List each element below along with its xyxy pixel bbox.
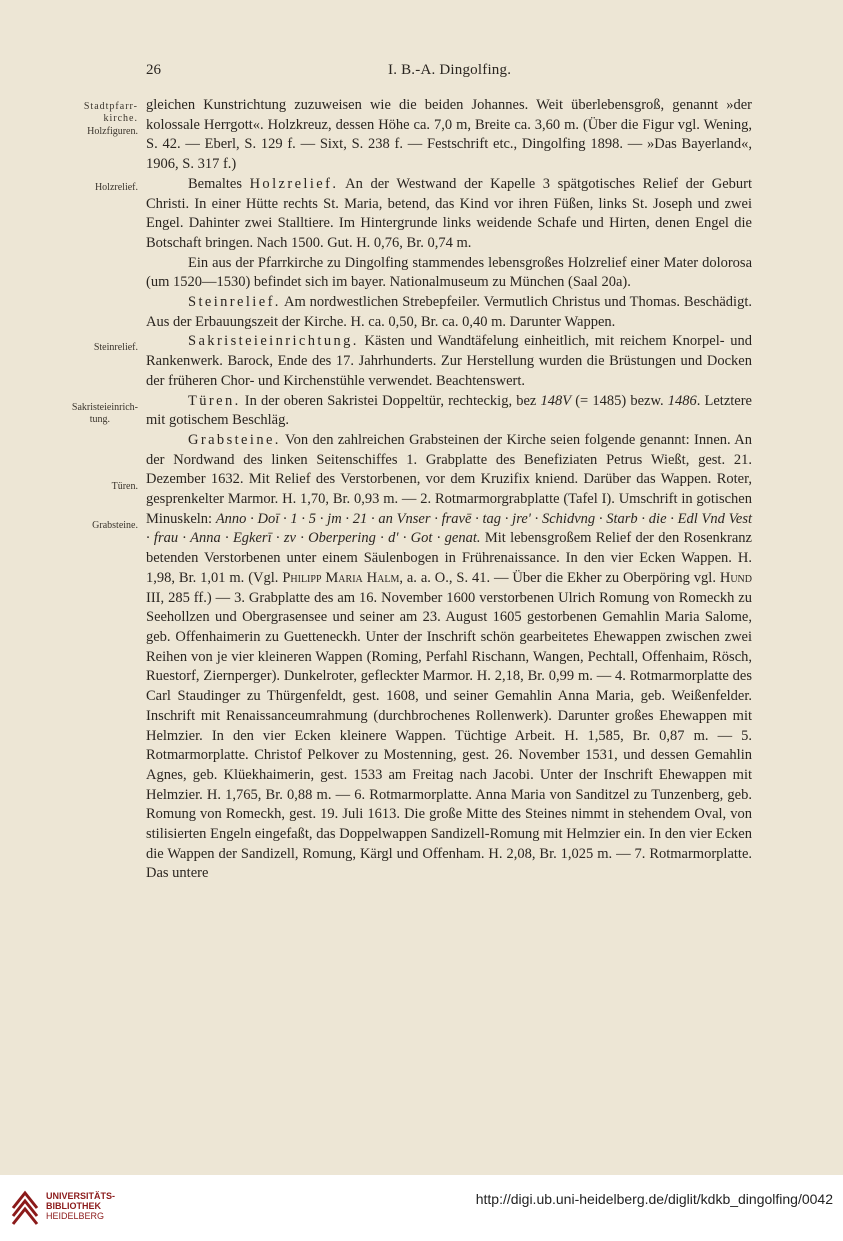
margin-note-stadtpfarrkirche: Stadtpfarr- kirche. [83,101,138,124]
page-number: 26 [146,62,161,78]
paragraph-holzfiguren: gleichen Kunstrichtung zuzuweisen wie die beiden Johannes. Weit überlebensgroß, genannt »der kolossale Herrgott«. Holzkreuz, dessen Höhe ca. 7,0 m, Breite ca. 3,60 m. (Über die Figur vgl. Wening, S. 42. — Eberl, S. 129 f. — Sixt, S. 238 f. — Festschrift etc., Dingolfing 1898. — »Das Bayerland«, 1906, S. 317 f.) [146,97,752,173]
viewer-footer [0,1175,843,1241]
margin-note-grabsteine: Grabsteine. [92,520,138,531]
margin-note-tueren: Türen. [111,481,138,492]
library-logo-text[interactable]: UNIVERSITÄTS- BIBLIOTHEK HEIDELBERG [46,1191,116,1221]
heading-sakristeieinrichtung: Sakristeieinrichtung. [188,333,359,350]
body-text [146,96,752,884]
paragraph-mater-dolorosa: Ein aus der Pfarrkirche zu Dingolfing stammendes lebensgroßes Holzrelief einer Mater dolorosa (um 1520—1530) befindet sich im bayer. Nationalmuseum zu München (Saal 20a). [146,254,752,291]
page-header [0,62,843,84]
margin-note-holzrelief: Holzrelief. [94,182,138,193]
paragraph-grabsteine: Grabsteine. Von den zahlreichen Grabsteinen der Kirche seien folgende genannt: Innen. An der Nordwand des linken Seitenschiffes 1. Grabplatte des Benefiziaten Petrus Wießt, gest. 21. Dezember 1632. Mit Relief des Verstorbenen, vor dem Kruzifix kniend. Darüber das Wappen. Roter, gesprenkelter Marmor. H. 1,70, Br. 0,93 m. — 2. Rotmarmorgrabplatte (Tafel I). Umschrift in gotischen Minuskeln: Anno · Doī · 1 · 5 · jm · 21 · an Vnser · fravē · tag · jre' · Schidvng · Starb · die · Edl Vnd Vest · frau · Anna · Egkerī · zv · Oberpering · d' · Got · genat. Mit lebensgroßem Relief der den Rosenkranz betenden Verstorbenen unter einem Säulenbogen in Frührenaissance. In den vier Ecken Wappen. H. 1,98, Br. 1,01 m. (Vgl. Philipp Maria Halm, a. a. O., S. 41. — Über die Ekher zu Oberpöring vgl. Hund III, 285 ff.) — 3. Grabplatte des am 16. November 1600 verstorbenen Ulrich Romung von Romeckh zu Seehollzen und Obergrasensee und seiner am 23. August 1605 gestorbenen Gemahlin Maria Salome, geb. Offenhaimerin zu Guetteneckh. Unter der Inschrift schön gearbeitetes Ehewappen zwischen zwei Reihen von je vier kleineren Wappen (Roming, Perfahl Rischann, Wangen, Pechtall, Offenhaim, Rösch, Ruestorf, Ziernperger). Dunkelroter, gefleckter Marmor. H. 2,18, Br. 0,99 m. — 4. Rotmarmorplatte des Carl Staudinger zu Thürgenfeldt, gest. 1608, und seiner Gemahlin Anna Maria, geb. Weißenfelder. Inschrift mit Renaissanceumrahmung (durchbrochenes Rollenwerk). Darunter großes Ehewappen mit Helmzier. In den vier Ecken kleinere Wappen. Tüchtige Arbeit. H. 1,585, Br. 0,87 m. — 5. Rotmarmorplatte. Christof Pelkover zu Mostenning, gest. 26. November 1531, und dessen Gemahlin Agnes, geb. Klüekhaimerin, gest. 1533 am Freitag nach Jacobi. Unter der Inschrift Ehewappen mit Helmzier. H. 1,765, Br. 0,88 m. — 6. Rotmarmorplatte. Anna Maria von Sanditzel zu Tunzenberg, geb. Romung von Romeckh, gest. 19. Juli 1613. Die große Mitte des Steines nimmt in stehendem Oval, von stilisierten Engeln eingefaßt, das Doppelwappen Sandizell-Romung mit Helmzier ein. In den vier Ecken die Wappen der Sandizell, Romung, Kärgl und Offenham. H. 2,08, Br. 1,025 m. — 7. Rotmarmorplatte. Das untere [146,431,752,882]
margin-note-sakristeieinrichtung: Sakristeieinrich- tung. [71,402,138,425]
library-logo-icon [10,1188,40,1228]
heading-grabsteine: Grabsteine. [188,431,281,448]
heading-holzrelief: Holzrelief. [249,175,339,192]
gothic-inscription: Anno · Doī · 1 · 5 · jm · 21 · an Vnser · fravē · tag · jre' · Schidvng · Starb · die · Edl Vnd Vest · frau · Anna · Egkerī · zv · Oberpering · d' · Got · genat. [146,510,752,547]
heading-steinrelief: Steinrelief. [188,294,281,311]
paragraph-tueren: Türen. In der oberen Sakristei Doppeltür, rechteckig, bez 148V (= 1485) bezw. 1486. Letztere mit gotischem Beschläg. [146,392,752,429]
margin-note-holzfiguren: Holzfiguren. [87,126,138,137]
paragraph-steinrelief: Steinrelief. Am nordwestlichen Strebepfeiler. Vermutlich Christus und Thomas. Beschädigt. Aus der Erbauungszeit der Kirche. H. ca. 0,50, Br. ca. 0,40 m. Darunter Wappen. [146,294,752,330]
paragraph-holzrelief: Bemaltes Holzrelief. An der Westwand der Kapelle 3 spätgotisches Relief der Geburt Christi. In einer Hütte rechts St. Maria, betend, das Kind vor ihren Füßen, links St. Joseph und zwei Engel. Dahinter zwei Stalltiere. Im Hintergrunde links weidende Schafe und Hirten, denen Engel die Botschaft bringen. Nach 1500. Gut. H. 0,76, Br. 0,74 m. [146,175,752,251]
running-title: I. B.-A. Dingolfing. [388,62,512,78]
heading-tueren: Türen. [188,392,241,409]
paragraph-sakristeieinrichtung: Sakristeieinrichtung. Kästen und Wandtäfelung einheitlich, mit reichem Knorpel- und Rankenwerk. Barock, Ende des 17. Jahrhunderts. Zur Herstellung wurden die Brüstungen und Docken der früheren Chor- und Kirchenstühle verwendet. Beachtenswert. [146,333,752,389]
margin-note-steinrelief: Steinrelief. [93,342,138,353]
permalink-url[interactable]: http://digi.ub.uni-heidelberg.de/diglit/kdkb_dingolfing/0042 [475,1191,833,1207]
